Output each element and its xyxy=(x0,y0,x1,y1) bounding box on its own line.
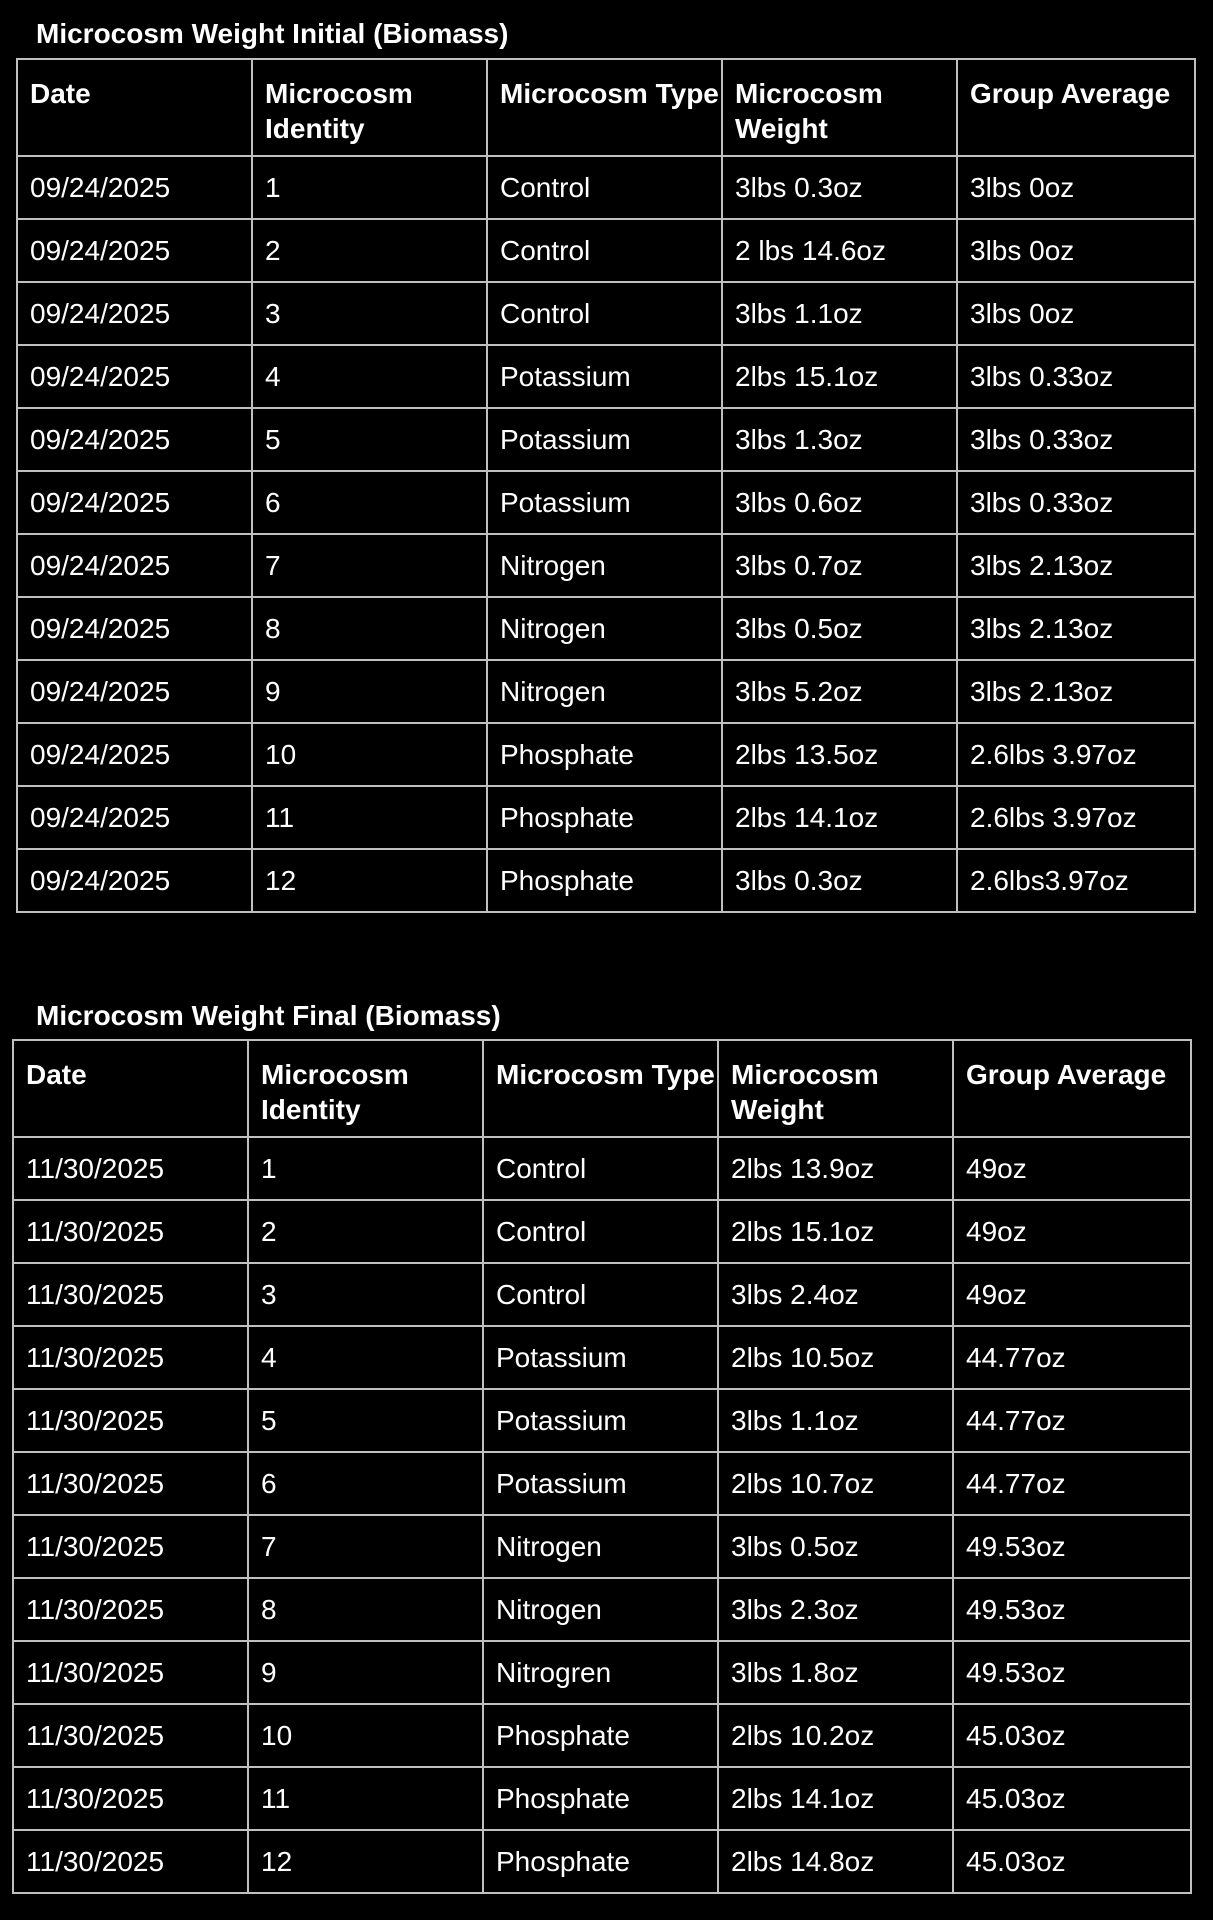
cell-microcosm-weight: 3lbs 0.5oz xyxy=(722,597,957,660)
cell-date: 11/30/2025 xyxy=(13,1326,248,1389)
cell-group-average: 49oz xyxy=(953,1200,1191,1263)
table-row xyxy=(13,1326,1191,1389)
column-header-microcosm-weight: Microcosm Weight xyxy=(722,59,957,156)
cell-date: 11/30/2025 xyxy=(13,1830,248,1893)
table-row xyxy=(17,282,1195,345)
cell-microcosm-type: Control xyxy=(483,1200,718,1263)
cell-microcosm-weight: 2lbs 10.2oz xyxy=(718,1704,953,1767)
cell-microcosm-type: Phosphate xyxy=(487,786,722,849)
cell-date: 09/24/2025 xyxy=(17,534,252,597)
column-header-microcosm-weight: Microcosm Weight xyxy=(718,1040,953,1137)
table-row xyxy=(17,660,1195,723)
cell-microcosm-identity: 1 xyxy=(248,1137,483,1200)
cell-microcosm-identity: 2 xyxy=(248,1200,483,1263)
cell-microcosm-weight: 3lbs 0.7oz xyxy=(722,534,957,597)
table-row xyxy=(17,849,1195,912)
cell-microcosm-weight: 2lbs 14.8oz xyxy=(718,1830,953,1893)
column-header-date: Date xyxy=(13,1040,248,1137)
table-row xyxy=(17,597,1195,660)
cell-microcosm-type: Nitrogen xyxy=(483,1515,718,1578)
cell-microcosm-type: Potassium xyxy=(487,471,722,534)
cell-date: 11/30/2025 xyxy=(13,1641,248,1704)
cell-microcosm-weight: 3lbs 5.2oz xyxy=(722,660,957,723)
cell-microcosm-identity: 1 xyxy=(252,156,487,219)
cell-microcosm-type: Nitrogen xyxy=(487,534,722,597)
cell-microcosm-type: Nitrogen xyxy=(487,597,722,660)
table-row xyxy=(17,471,1195,534)
cell-microcosm-identity: 2 xyxy=(252,219,487,282)
table-row xyxy=(17,786,1195,849)
table-row xyxy=(13,1389,1191,1452)
cell-group-average: 44.77oz xyxy=(953,1326,1191,1389)
table-header-row xyxy=(13,1040,1191,1137)
cell-microcosm-weight: 3lbs 0.6oz xyxy=(722,471,957,534)
cell-microcosm-type: Nitrogen xyxy=(483,1578,718,1641)
cell-microcosm-weight: 2lbs 13.5oz xyxy=(722,723,957,786)
cell-group-average: 49oz xyxy=(953,1263,1191,1326)
cell-microcosm-identity: 9 xyxy=(248,1641,483,1704)
cell-group-average: 2.6lbs3.97oz xyxy=(957,849,1195,912)
cell-date: 11/30/2025 xyxy=(13,1704,248,1767)
cell-microcosm-type: Phosphate xyxy=(487,723,722,786)
cell-date: 09/24/2025 xyxy=(17,282,252,345)
cell-microcosm-weight: 3lbs 1.1oz xyxy=(722,282,957,345)
cell-microcosm-identity: 8 xyxy=(252,597,487,660)
cell-date: 11/30/2025 xyxy=(13,1137,248,1200)
cell-date: 11/30/2025 xyxy=(13,1515,248,1578)
cell-microcosm-weight: 3lbs 1.1oz xyxy=(718,1389,953,1452)
cell-group-average: 3lbs 0.33oz xyxy=(957,345,1195,408)
cell-microcosm-weight: 2lbs 13.9oz xyxy=(718,1137,953,1200)
cell-date: 11/30/2025 xyxy=(13,1200,248,1263)
column-header-microcosm-identity: Microcosm Identity xyxy=(248,1040,483,1137)
cell-microcosm-type: Control xyxy=(483,1263,718,1326)
column-header-group-average: Group Average xyxy=(957,59,1195,156)
cell-group-average: 3lbs 2.13oz xyxy=(957,597,1195,660)
cell-microcosm-identity: 3 xyxy=(252,282,487,345)
cell-group-average: 49.53oz xyxy=(953,1641,1191,1704)
cell-microcosm-type: Nitrogen xyxy=(487,660,722,723)
cell-group-average: 2.6lbs 3.97oz xyxy=(957,723,1195,786)
cell-microcosm-identity: 5 xyxy=(248,1389,483,1452)
table-row xyxy=(17,345,1195,408)
cell-microcosm-type: Potassium xyxy=(487,345,722,408)
cell-date: 09/24/2025 xyxy=(17,471,252,534)
cell-group-average: 3lbs 2.13oz xyxy=(957,660,1195,723)
cell-microcosm-weight: 2lbs 15.1oz xyxy=(722,345,957,408)
cell-microcosm-identity: 7 xyxy=(248,1515,483,1578)
cell-microcosm-weight: 2lbs 10.7oz xyxy=(718,1452,953,1515)
cell-microcosm-identity: 6 xyxy=(252,471,487,534)
cell-microcosm-weight: 3lbs 2.3oz xyxy=(718,1578,953,1641)
table-row xyxy=(13,1767,1191,1830)
cell-microcosm-weight: 3lbs 0.5oz xyxy=(718,1515,953,1578)
cell-microcosm-identity: 7 xyxy=(252,534,487,597)
table-row xyxy=(17,534,1195,597)
cell-group-average: 45.03oz xyxy=(953,1704,1191,1767)
cell-group-average: 2.6lbs 3.97oz xyxy=(957,786,1195,849)
cell-group-average: 3lbs 0oz xyxy=(957,282,1195,345)
initial-weight-table xyxy=(16,58,1196,913)
cell-microcosm-weight: 3lbs 1.3oz xyxy=(722,408,957,471)
cell-date: 11/30/2025 xyxy=(13,1452,248,1515)
cell-microcosm-type: Potassium xyxy=(483,1452,718,1515)
cell-microcosm-type: Control xyxy=(487,156,722,219)
cell-microcosm-type: Potassium xyxy=(487,408,722,471)
cell-microcosm-identity: 9 xyxy=(252,660,487,723)
cell-microcosm-type: Phosphate xyxy=(483,1704,718,1767)
cell-date: 09/24/2025 xyxy=(17,156,252,219)
column-header-microcosm-type: Microcosm Type xyxy=(487,59,722,156)
cell-microcosm-weight: 3lbs 2.4oz xyxy=(718,1263,953,1326)
cell-group-average: 3lbs 2.13oz xyxy=(957,534,1195,597)
table-row xyxy=(13,1641,1191,1704)
table-row xyxy=(13,1515,1191,1578)
table-row xyxy=(17,408,1195,471)
cell-group-average: 45.03oz xyxy=(953,1830,1191,1893)
cell-microcosm-identity: 12 xyxy=(252,849,487,912)
cell-microcosm-identity: 8 xyxy=(248,1578,483,1641)
table-row xyxy=(13,1452,1191,1515)
cell-date: 09/24/2025 xyxy=(17,345,252,408)
cell-date: 11/30/2025 xyxy=(13,1578,248,1641)
cell-date: 11/30/2025 xyxy=(13,1389,248,1452)
cell-group-average: 44.77oz xyxy=(953,1452,1191,1515)
cell-microcosm-identity: 5 xyxy=(252,408,487,471)
cell-microcosm-identity: 10 xyxy=(248,1704,483,1767)
initial-table-title: Microcosm Weight Initial (Biomass) xyxy=(36,18,509,49)
cell-date: 09/24/2025 xyxy=(17,660,252,723)
cell-group-average: 3lbs 0.33oz xyxy=(957,408,1195,471)
table-row xyxy=(13,1704,1191,1767)
cell-microcosm-type: Nitrogren xyxy=(483,1641,718,1704)
column-header-microcosm-identity: Microcosm Identity xyxy=(252,59,487,156)
cell-group-average: 44.77oz xyxy=(953,1389,1191,1452)
cell-microcosm-identity: 4 xyxy=(252,345,487,408)
cell-group-average: 49.53oz xyxy=(953,1578,1191,1641)
cell-date: 09/24/2025 xyxy=(17,786,252,849)
table-row xyxy=(13,1200,1191,1263)
table-row xyxy=(17,723,1195,786)
cell-date: 09/24/2025 xyxy=(17,849,252,912)
cell-date: 09/24/2025 xyxy=(17,219,252,282)
cell-microcosm-identity: 11 xyxy=(248,1767,483,1830)
cell-microcosm-weight: 3lbs 1.8oz xyxy=(718,1641,953,1704)
table-row xyxy=(13,1263,1191,1326)
cell-date: 09/24/2025 xyxy=(17,408,252,471)
cell-microcosm-weight: 2lbs 14.1oz xyxy=(722,786,957,849)
table-header-row xyxy=(17,59,1195,156)
cell-date: 11/30/2025 xyxy=(13,1263,248,1326)
final-weight-table xyxy=(12,1039,1192,1894)
cell-microcosm-identity: 10 xyxy=(252,723,487,786)
cell-microcosm-weight: 3lbs 0.3oz xyxy=(722,849,957,912)
cell-microcosm-weight: 2lbs 15.1oz xyxy=(718,1200,953,1263)
cell-microcosm-type: Phosphate xyxy=(483,1767,718,1830)
final-table-title: Microcosm Weight Final (Biomass) xyxy=(36,1000,501,1031)
cell-microcosm-type: Phosphate xyxy=(487,849,722,912)
cell-date: 09/24/2025 xyxy=(17,723,252,786)
cell-microcosm-identity: 12 xyxy=(248,1830,483,1893)
cell-group-average: 49oz xyxy=(953,1137,1191,1200)
cell-microcosm-weight: 2lbs 10.5oz xyxy=(718,1326,953,1389)
table-row xyxy=(17,219,1195,282)
cell-microcosm-type: Phosphate xyxy=(483,1830,718,1893)
cell-microcosm-identity: 3 xyxy=(248,1263,483,1326)
cell-date: 11/30/2025 xyxy=(13,1767,248,1830)
cell-microcosm-identity: 11 xyxy=(252,786,487,849)
table-row xyxy=(13,1830,1191,1893)
table-row xyxy=(13,1578,1191,1641)
table-row xyxy=(13,1137,1191,1200)
column-header-microcosm-type: Microcosm Type xyxy=(483,1040,718,1137)
column-header-group-average: Group Average xyxy=(953,1040,1191,1137)
cell-group-average: 3lbs 0oz xyxy=(957,156,1195,219)
column-header-date: Date xyxy=(17,59,252,156)
cell-group-average: 49.53oz xyxy=(953,1515,1191,1578)
cell-group-average: 3lbs 0oz xyxy=(957,219,1195,282)
cell-microcosm-weight: 2lbs 14.1oz xyxy=(718,1767,953,1830)
cell-microcosm-type: Control xyxy=(487,282,722,345)
cell-group-average: 3lbs 0.33oz xyxy=(957,471,1195,534)
cell-microcosm-type: Potassium xyxy=(483,1389,718,1452)
cell-date: 09/24/2025 xyxy=(17,597,252,660)
table-row xyxy=(17,156,1195,219)
cell-microcosm-identity: 4 xyxy=(248,1326,483,1389)
cell-microcosm-type: Control xyxy=(487,219,722,282)
cell-microcosm-weight: 3lbs 0.3oz xyxy=(722,156,957,219)
cell-microcosm-identity: 6 xyxy=(248,1452,483,1515)
cell-group-average: 45.03oz xyxy=(953,1767,1191,1830)
cell-microcosm-type: Potassium xyxy=(483,1326,718,1389)
cell-microcosm-type: Control xyxy=(483,1137,718,1200)
cell-microcosm-weight: 2 lbs 14.6oz xyxy=(722,219,957,282)
